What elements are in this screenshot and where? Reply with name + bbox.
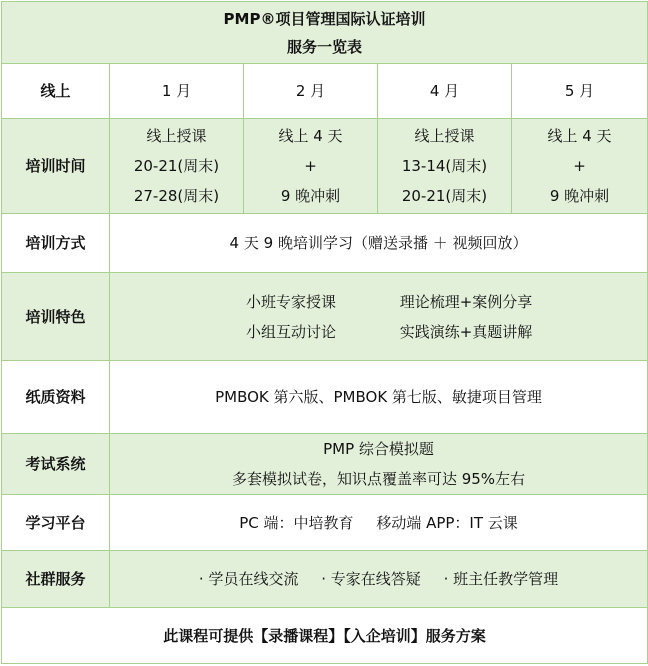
platform-cell	[110, 495, 648, 551]
community-label: 社群服务	[2, 551, 110, 608]
schedule-apr	[378, 119, 512, 214]
table-title	[2, 2, 648, 64]
service-table	[1, 1, 648, 664]
schedule-apr-line-1: 线上授课	[414, 127, 475, 145]
schedule-jan-line-3: 27-28(周末)	[133, 187, 220, 205]
month-apr: 4 月	[378, 64, 512, 119]
exam-line-2: 多套模拟试卷，知识点覆盖率可达 95%左右	[231, 470, 526, 488]
platform-pc: PC 端：中培教育	[239, 513, 354, 532]
schedule-row	[2, 119, 648, 214]
schedule-may-line-2: +	[573, 157, 586, 175]
community-item: · 学员在线交流	[198, 570, 299, 588]
schedule-may-line-1: 线上 4 天	[547, 127, 612, 145]
exam-label: 考试系统	[2, 434, 110, 495]
title-line-1: PMP®项目管理国际认证培训	[223, 9, 426, 28]
schedule-jan-line-2: 20-21(周末)	[133, 157, 220, 175]
online-label: 线上	[2, 64, 110, 119]
schedule-apr-line-3: 20-21(周末)	[401, 187, 488, 205]
platform-mobile: 移动端 APP：IT 云课	[376, 513, 518, 532]
schedule-jan	[110, 119, 244, 214]
feature-item: 小班专家授课	[246, 292, 337, 311]
feature-item: 理论梳理+案例分享	[399, 292, 533, 311]
title-row	[2, 2, 648, 64]
schedule-feb	[244, 119, 378, 214]
schedule-apr-line-2: 13-14(周末)	[401, 157, 488, 175]
feature-item: 实践演练+真题讲解	[399, 322, 533, 341]
features-label: 培训特色	[2, 273, 110, 361]
schedule-label: 培训时间	[2, 119, 110, 214]
community-item: · 专家在线答疑	[321, 570, 421, 588]
method-text: 4 天 9 晚培训学习（赠送录播 ＋ 视频回放）	[110, 214, 648, 273]
month-header-row	[2, 64, 648, 119]
schedule-feb-line-3: 9 晚冲刺	[280, 187, 341, 205]
exam-cell	[110, 434, 648, 495]
schedule-may-line-3: 9 晚冲刺	[549, 187, 610, 205]
platform-label: 学习平台	[2, 495, 110, 551]
title-line-2: 服务一览表	[287, 37, 363, 56]
footer-row	[2, 608, 648, 664]
exam-line-1: PMP 综合模拟题	[323, 440, 434, 458]
schedule-may	[512, 119, 648, 214]
schedule-jan-line-1: 线上授课	[146, 127, 207, 145]
materials-row	[2, 361, 648, 434]
features-cell	[110, 273, 648, 361]
features-row	[2, 273, 648, 361]
community-row	[2, 551, 648, 608]
method-row	[2, 214, 648, 273]
features-grid	[204, 287, 554, 347]
schedule-feb-line-2: +	[304, 157, 317, 175]
exam-row	[2, 434, 648, 495]
feature-item: 小组互动讨论	[246, 322, 337, 341]
platform-row	[2, 495, 648, 551]
community-cell	[110, 551, 648, 608]
community-item: · 班主任教学管理	[443, 570, 559, 588]
month-jan: 1 月	[110, 64, 244, 119]
materials-text: PMBOK 第六版、PMBOK 第七版、敏捷项目管理	[110, 361, 648, 434]
materials-label: 纸质资料	[2, 361, 110, 434]
schedule-feb-line-1: 线上 4 天	[278, 127, 343, 145]
method-label: 培训方式	[2, 214, 110, 273]
month-feb: 2 月	[244, 64, 378, 119]
footer-text: 此课程可提供【录播课程】【入企培训】服务方案	[2, 608, 648, 664]
month-may: 5 月	[512, 64, 648, 119]
